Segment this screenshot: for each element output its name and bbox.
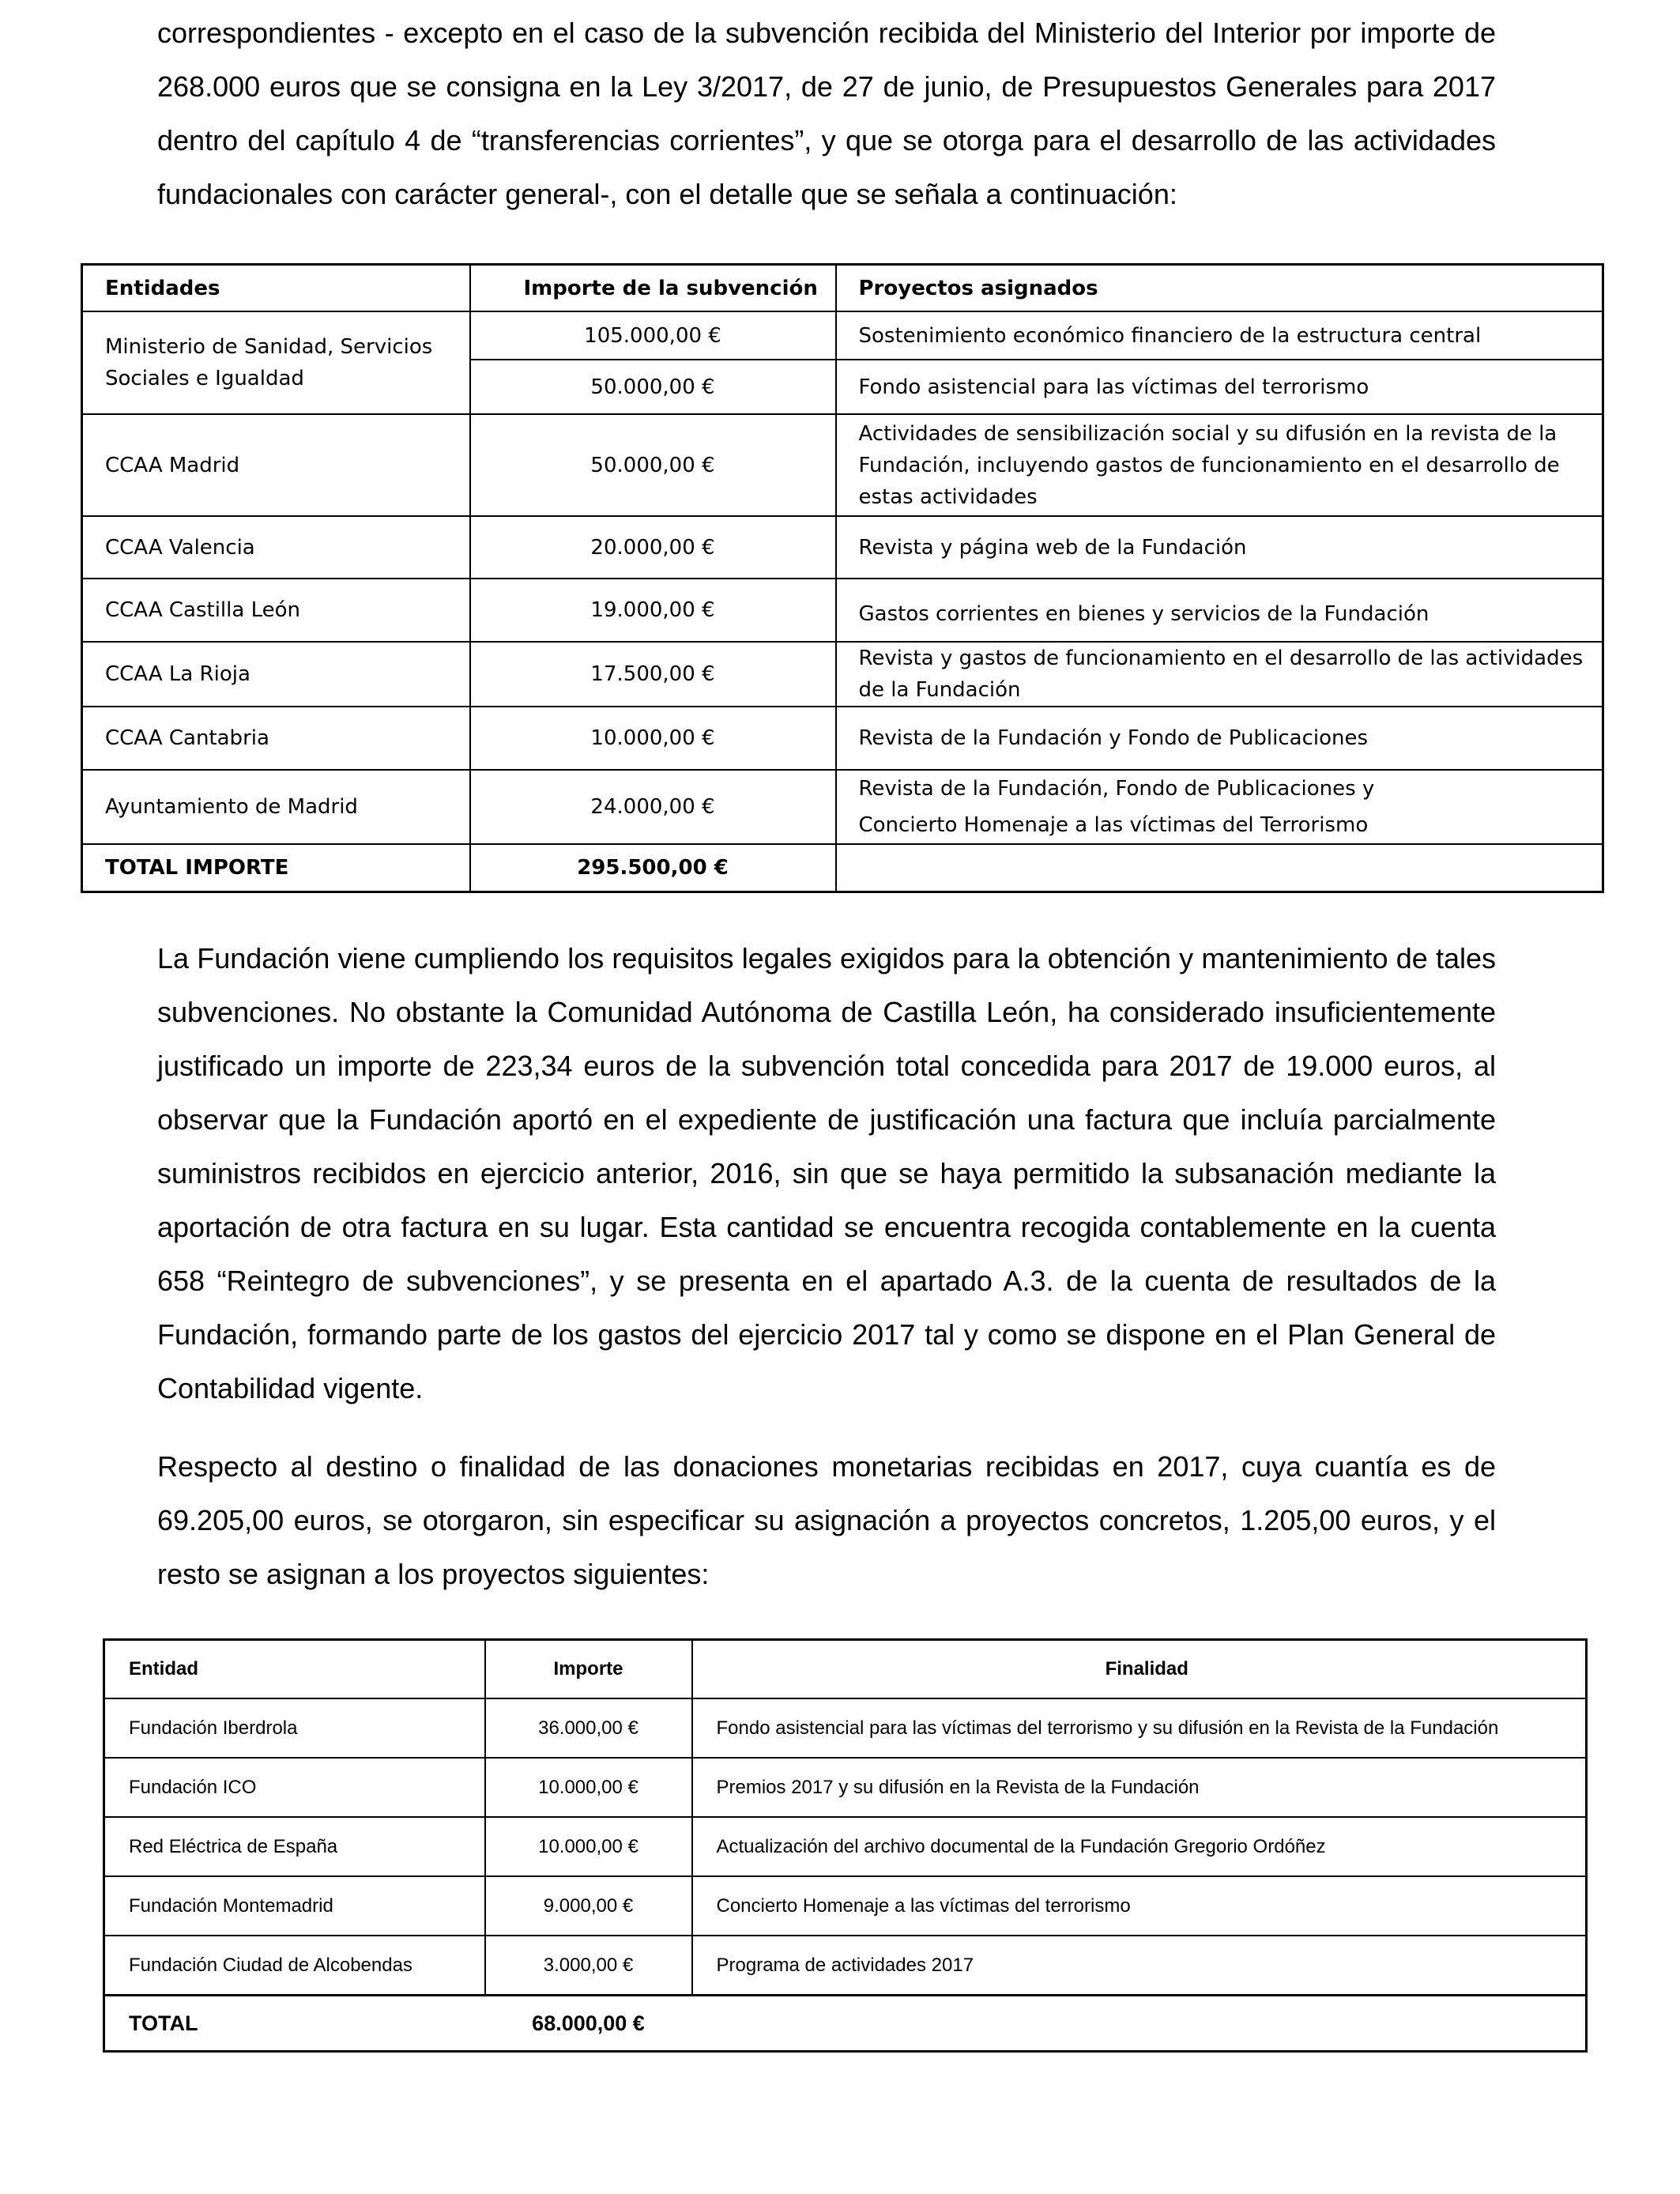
- table-row: [82, 414, 1603, 516]
- amount-cell: 20.000,00 €: [470, 516, 836, 579]
- entity-cell: Fundación Montemadrid: [104, 1876, 485, 1936]
- empty-cell: [692, 1996, 1587, 2052]
- table-row: [104, 1876, 1587, 1936]
- total-label: TOTAL IMPORTE: [82, 844, 470, 892]
- table-row: [104, 1817, 1587, 1876]
- project-cell: [836, 770, 1603, 844]
- entity-cell: CCAA Cantabria: [82, 707, 470, 770]
- amount-cell: 9.000,00 €: [485, 1876, 692, 1936]
- column-header-entities: Entidades: [82, 265, 470, 312]
- entity-cell: Fundación Ciudad de Alcobendas: [104, 1936, 485, 1996]
- purpose-cell: Programa de actividades 2017: [692, 1936, 1587, 1996]
- entity-cell: Fundación Iberdrola: [104, 1698, 485, 1758]
- table-row: [104, 1698, 1587, 1758]
- paragraph-donations: Respecto al destino o finalidad de las donaciones monetarias recibidas en 2017, cuya cuantía es de 69.205,00 euros, se otorgaron, sin especificar su asignación a proyectos concretos, 1.205,00 euros, y el resto se asignan a los proyectos siguientes:: [157, 1450, 1496, 1590]
- subsidies-table: [81, 263, 1604, 893]
- amount-cell: 19.000,00 €: [470, 579, 836, 642]
- total-row: [104, 1996, 1587, 2052]
- column-header-amount: Importe de la subvención: [470, 265, 836, 312]
- total-label: TOTAL: [104, 1996, 485, 2052]
- table-row: [82, 579, 1603, 642]
- amount-cell: 24.000,00 €: [470, 770, 836, 844]
- empty-cell: [836, 844, 1603, 892]
- total-row: [82, 844, 1603, 892]
- entity-cell: CCAA Valencia: [82, 516, 470, 579]
- project-cell: Revista y página web de la Fundación: [836, 516, 1603, 579]
- entity-cell: CCAA Madrid: [82, 414, 470, 516]
- project-line: Revista de la Fundación, Fondo de Publicaciones y: [858, 777, 1375, 801]
- purpose-cell: Actualización del archivo documental de la Fundación Gregorio Ordóñez: [692, 1817, 1587, 1876]
- table-row: [104, 1936, 1587, 1996]
- column-header-entity: Entidad: [104, 1640, 485, 1699]
- amount-cell: 3.000,00 €: [485, 1936, 692, 1996]
- paragraph-compliance: La Fundación viene cumpliendo los requisitos legales exigidos para la obtención y mantenimiento de tales subvenciones. No obstante la Comunidad Autónoma de Castilla León, ha considerado insuficientemente justificado un importe de 223,34 euros de la subvención total concedida para 2017 de 19.000 euros, al observar que la Fundación aportó en el expediente de justificación una factura que incluía parcialmente suministros recibidos en ejercicio anterior, 2016, sin que se haya permitido la subsanación mediante la aportación de otra factura en su lugar. Esta cantidad se encuentra recogida contablemente en la cuenta 658 “Reintegro de subvenciones”, y se presenta en el apartado A.3. de la cuenta de resultados de la Fundación, formando parte de los gastos del ejercicio 2017 tal y como se dispone en el Plan General de Contabilidad vigente.: [157, 942, 1496, 1404]
- amount-cell: 36.000,00 €: [485, 1698, 692, 1758]
- amount-cell: 50.000,00 €: [470, 360, 836, 414]
- project-cell: Actividades de sensibilización social y su difusión en la revista de la Fundación, incluyendo gastos de funcionamiento en el desarrollo de estas actividades: [836, 414, 1603, 516]
- table-header-row: [82, 265, 1603, 312]
- amount-cell: 10.000,00 €: [485, 1817, 692, 1876]
- table-row: [82, 707, 1603, 770]
- project-line: Concierto Homenaje a las víctimas del Terrorismo: [858, 813, 1369, 837]
- purpose-cell: Concierto Homenaje a las víctimas del terrorismo: [692, 1876, 1587, 1936]
- purpose-cell: Premios 2017 y su difusión en la Revista de la Fundación: [692, 1758, 1587, 1817]
- entity-cell: CCAA Castilla León: [82, 579, 470, 642]
- project-cell: Gastos corrientes en bienes y servicios de la Fundación: [836, 579, 1603, 642]
- paragraph-intro: correspondientes - excepto en el caso de la subvención recibida del Ministerio del Interior por importe de 268.000 euros que se consigna en la Ley 3/2017, de 27 de junio, de Presupuestos Generales para 2017 dentro del capítulo 4 de “transferencias corrientes”, y que se otorga para el desarrollo de las actividades fundacionales con carácter general-, con el detalle que se señala a continuación:: [157, 17, 1496, 210]
- amount-cell: 105.000,00 €: [470, 311, 836, 360]
- amount-cell: 50.000,00 €: [470, 414, 836, 516]
- column-header-amount: Importe: [485, 1640, 692, 1699]
- amount-cell: 17.500,00 €: [470, 642, 836, 707]
- table-row: [82, 311, 1603, 360]
- column-header-projects: Proyectos asignados: [836, 265, 1603, 312]
- project-cell: Fondo asistencial para las víctimas del terrorismo: [836, 360, 1603, 414]
- total-amount: 68.000,00 €: [485, 1996, 692, 2052]
- table-row: [82, 642, 1603, 707]
- amount-cell: 10.000,00 €: [470, 707, 836, 770]
- entity-cell: Red Eléctrica de España: [104, 1817, 485, 1876]
- donations-table: [103, 1638, 1588, 2053]
- table-row: [82, 770, 1603, 844]
- total-amount: 295.500,00 €: [470, 844, 836, 892]
- amount-cell: 10.000,00 €: [485, 1758, 692, 1817]
- table-row: [82, 516, 1603, 579]
- project-cell: Revista y gastos de funcionamiento en el desarrollo de las actividades de la Fundación: [836, 642, 1603, 707]
- table-row: [104, 1758, 1587, 1817]
- entity-cell: Ministerio de Sanidad, Servicios Sociales e Igualdad: [82, 311, 470, 414]
- entity-cell: Fundación ICO: [104, 1758, 485, 1817]
- table-header-row: [104, 1640, 1587, 1699]
- column-header-purpose: Finalidad: [692, 1640, 1587, 1699]
- entity-cell: CCAA La Rioja: [82, 642, 470, 707]
- project-cell: Revista de la Fundación y Fondo de Publicaciones: [836, 707, 1603, 770]
- entity-cell: Ayuntamiento de Madrid: [82, 770, 470, 844]
- project-cell: Sostenimiento económico financiero de la estructura central: [836, 311, 1603, 360]
- purpose-cell: Fondo asistencial para las víctimas del terrorismo y su difusión en la Revista de la Fundación: [692, 1698, 1587, 1758]
